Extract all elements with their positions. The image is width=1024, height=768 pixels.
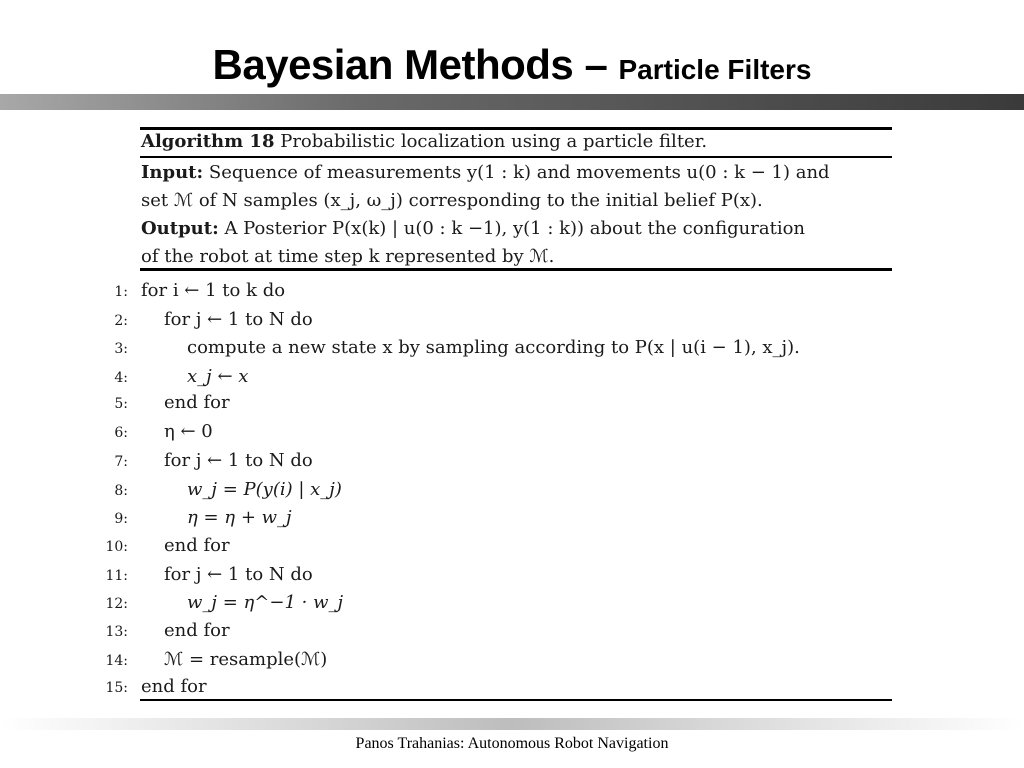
- algorithm-caption-label: Algorithm 18: [141, 131, 275, 152]
- line-code: w_j = P(y(i) | x_j): [187, 479, 342, 500]
- line-code: for j ← 1 to N do: [164, 450, 313, 471]
- line-number: 4:: [114, 370, 128, 386]
- algorithm-line: [0, 651, 1024, 675]
- line-code: x_j ← x: [187, 366, 249, 387]
- algorithm-header-rule: [140, 268, 892, 271]
- output-label: Output:: [141, 218, 219, 239]
- line-code: ℳ = resample(ℳ): [164, 649, 328, 670]
- line-number: 5:: [114, 396, 128, 412]
- line-code: end for: [164, 392, 230, 413]
- line-number: 12:: [105, 596, 128, 612]
- line-number: 13:: [105, 624, 128, 640]
- algorithm-line: [0, 368, 1024, 392]
- line-code: for i ← 1 to k do: [141, 280, 286, 301]
- line-number: 8:: [114, 483, 128, 499]
- line-code: compute a new state x by sampling according to P(x | u(i − 1), x_j).: [187, 337, 800, 358]
- algorithm-line: [0, 282, 1024, 306]
- line-number: 2:: [114, 313, 128, 329]
- line-code: end for: [164, 535, 230, 556]
- algorithm-line: [0, 339, 1024, 363]
- line-code: end for: [164, 620, 230, 641]
- algorithm-input-line-2: [141, 192, 893, 210]
- line-number: 1:: [114, 284, 128, 300]
- algorithm-line: [0, 622, 1024, 646]
- line-code: η ← 0: [164, 421, 213, 442]
- algorithm-line: [0, 566, 1024, 590]
- algorithm-line: [0, 452, 1024, 476]
- line-code: η = η + w_j: [187, 507, 292, 528]
- algorithm-output-line-1: [141, 220, 893, 238]
- input-text-2: set ℳ of N samples (x_j, ω_j) corresponding to the initial belief P(x).: [141, 190, 763, 211]
- output-text-2: of the robot at time step k represented by ℳ.: [141, 246, 555, 267]
- line-code: end for: [141, 676, 207, 697]
- algorithm-line: [0, 537, 1024, 561]
- algorithm-line: [0, 594, 1024, 618]
- algorithm-top-rule: [140, 127, 892, 130]
- line-code: for j ← 1 to N do: [164, 309, 313, 330]
- algorithm-caption: [141, 133, 893, 151]
- line-number: 14:: [105, 653, 128, 669]
- output-text-1: A Posterior P(x(k) | u(0 : k −1), y(1 : k)) about the configuration: [218, 218, 806, 239]
- algorithm-output-line-2: [141, 248, 893, 266]
- algorithm-caption-rule: [140, 156, 892, 158]
- footer-text: Panos Trahanias: Autonomous Robot Navigation: [355, 735, 669, 752]
- algorithm-line: [0, 481, 1024, 505]
- line-code: for j ← 1 to N do: [164, 564, 313, 585]
- line-number: 7:: [114, 454, 128, 470]
- title-sub: Particle Filters: [618, 54, 812, 85]
- input-label: Input:: [141, 162, 204, 183]
- algorithm-caption-text: Probabilistic localization using a particle filter.: [274, 131, 708, 152]
- algorithm-line: [0, 509, 1024, 533]
- input-text-1: Sequence of measurements y(1 : k) and movements u(0 : k − 1) and: [203, 162, 830, 183]
- algorithm-line: [0, 394, 1024, 418]
- algorithm-bottom-rule: [140, 699, 892, 701]
- algorithm-input-line-1: [141, 164, 893, 182]
- line-number: 9:: [114, 511, 128, 527]
- line-code: w_j = η^−1 · w_j: [187, 592, 344, 613]
- line-number: 6:: [114, 425, 128, 441]
- line-number: 11:: [105, 568, 128, 584]
- title-main: Bayesian Methods –: [212, 41, 619, 88]
- algorithm-line: [0, 311, 1024, 335]
- line-number: 10:: [105, 539, 128, 555]
- footer-divider-bar: [0, 718, 1024, 730]
- line-number: 15:: [105, 680, 128, 696]
- algorithm-line: [0, 423, 1024, 447]
- line-number: 3:: [114, 341, 128, 357]
